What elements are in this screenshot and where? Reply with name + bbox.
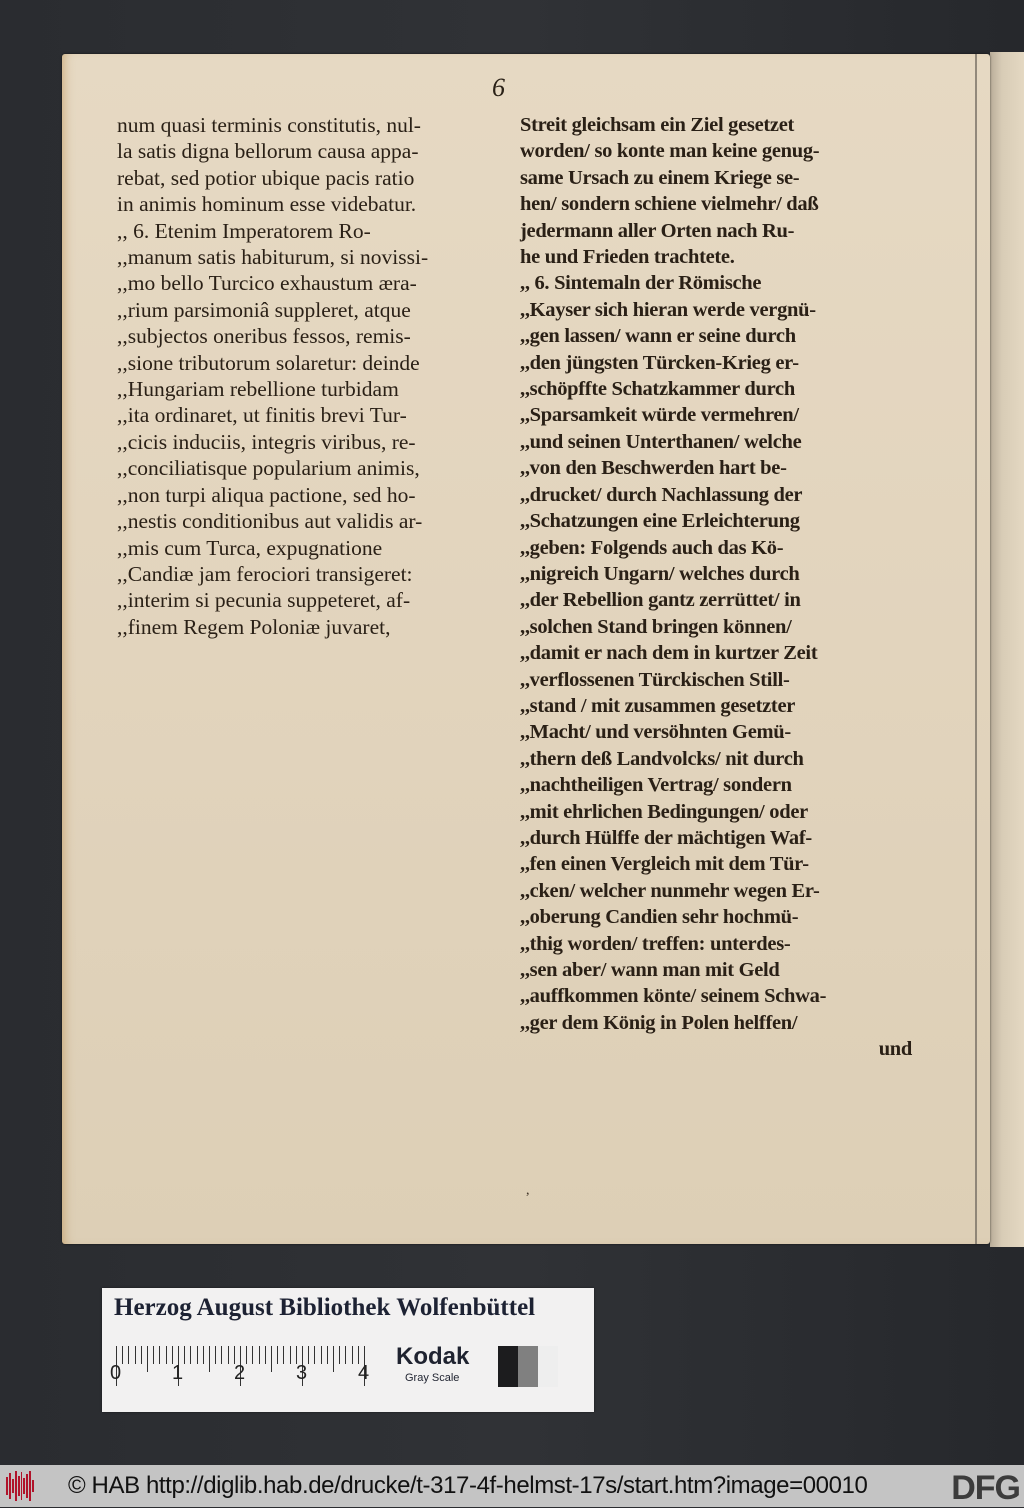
ruler-tick [166,1346,167,1364]
text-line: ,,nachtheiligen Vertrag/ sondern [520,774,792,797]
text-line: ,,Sparsamkeit würde vermehren/ [520,404,799,427]
ruler-tick [339,1346,340,1364]
text-line: ,,mo bello Turcico exhaustum æra- [117,271,417,296]
ruler-tick [327,1346,328,1364]
ruler-tick [209,1346,210,1372]
text-line: ,,oberung Candien sehr hochmü- [520,906,799,929]
ruler-tick [221,1346,222,1364]
ruler-tick [321,1346,322,1364]
text-line: ,, 6. Etenim Imperatorem Ro- [117,218,371,243]
text-line: ,,gen lassen/ wann er seine durch [520,325,796,348]
text-line: ,,Schatzungen eine Erleichterung [520,510,800,533]
ruler-tick [283,1346,284,1364]
ruler-tick [333,1346,334,1372]
latin-text-column [117,112,507,640]
german-text-column [520,112,912,1063]
ruler-number: 2 [234,1362,246,1384]
text-line: ,,mis cum Turca, expugnatione [117,535,383,560]
text-line: ,,finem Regem Poloniæ juvaret, [117,614,391,639]
ruler-tick [153,1346,154,1364]
text-line: ,,sione tributorum solaretur: deinde [117,350,420,375]
text-line: ,,Macht/ und versöhnten Gemü- [520,721,791,744]
ruler-tick [122,1346,123,1364]
text-line: ,,ita ordinaret, ut finitis brevi Tur- [117,403,407,428]
gray-scale-swatches [498,1346,558,1387]
text-line: ,,der Rebellion gantz zerrüttet/ in [520,589,801,612]
ruler-tick [135,1346,136,1364]
text-line: la satis digna bellorum causa appa- [117,139,419,164]
ruler-number: 3 [296,1362,308,1384]
text-line: ,,thern deß Landvolcks/ nit durch [520,747,804,770]
text-line: ,,nigreich Ungarn/ welches durch [520,562,800,585]
text-line: ,,stand / mit zusammen gesetzter [520,694,796,717]
kodak-brand: Kodak [396,1343,470,1370]
gray-swatch [538,1346,558,1387]
ruler-tick [184,1346,185,1364]
dfg-logo: DFG [951,1469,1020,1507]
text-line: ,,cicis induciis, integris viribus, re- [117,429,416,454]
kodak-subtitle: Gray Scale [405,1372,460,1384]
text-line: ,,verflossenen Türckischen Still- [520,668,790,691]
text-line: rebat, sed potior ubique pacis ratio [117,165,415,190]
text-line: ,,sen aber/ wann man mit Geld [520,959,780,981]
ruler-tick [352,1346,353,1364]
color-scale-card [102,1288,594,1412]
ruler-tick [308,1346,309,1364]
text-line: ,,schöpffte Schatzkammer durch [520,378,795,401]
text-line: ,,Hungariam rebellione turbidam [117,377,399,402]
ruler-tick [314,1346,315,1364]
text-line: num quasi terminis constitutis, nul- [117,113,421,137]
text-line: ,,und seinen Unterthanen/ welche [520,430,802,453]
text-line: ,,Kayser sich hieran werde vergnü- [520,298,816,321]
bottom-mark: , [526,1183,530,1198]
ruler-tick [190,1346,191,1364]
ruler-tick [271,1346,272,1372]
text-line: same Ursach zu einem Kriege se- [520,166,800,189]
page-number: 6 [492,73,505,102]
text-line: ,,solchen Stand bringen können/ [520,615,792,638]
text-line: hen/ sondern schiene vielmehr/ daß [520,193,819,216]
text-line: ,,geben: Folgends auch das Kö- [520,536,784,559]
text-line: ,,rium parsimoniâ suppleret, atque [117,297,411,322]
ruler-tick [141,1346,142,1364]
text-line: in animis hominum esse videbatur. [117,192,417,217]
ruler-tick [246,1346,247,1364]
footer-bar [0,1465,1024,1507]
text-line: ,,damit er nach dem in kurtzer Zeit [520,642,818,665]
text-line: ,,fen einen Vergleich mit dem Tür- [520,853,809,876]
text-line: worden/ so konte man keine genug- [520,140,820,163]
text-line: ,,drucket/ durch Nachlassung der [520,483,803,506]
text-line: he und Frieden trachtete. [520,246,735,269]
hab-logo-icon [6,1471,34,1501]
text-line: ,,auffkommen könte/ seinem Schwa- [520,985,827,1008]
gray-swatch [498,1346,518,1387]
library-name: Herzog August Bibliothek Wolfenbüttel [114,1294,536,1321]
text-line: ,,non turpi aliqua pactione, sed ho- [117,482,416,507]
ruler-tick [128,1346,129,1364]
ruler-tick [203,1346,204,1364]
ruler-tick [259,1346,260,1364]
ruler-tick [197,1346,198,1364]
text-line: ,,ger dem König in Polen helffen/ [520,1011,798,1034]
ruler-number: 0 [110,1362,122,1384]
ruler-tick [345,1346,346,1364]
ruler-tick [215,1346,216,1364]
text-line: ,,Candiæ jam ferociori transigeret: [117,561,413,586]
text-line: ,,thig worden/ treffen: unterdes- [520,932,791,955]
text-line: ,,cken/ welcher nunmehr wegen Er- [520,879,820,902]
text-line: ,,manum satis habiturum, si novissi- [117,245,429,270]
gray-swatch [518,1346,538,1387]
ruler-number: 4 [358,1362,370,1384]
text-line: jedermann aller Orten nach Ru- [520,219,795,242]
text-line: ,,durch Hülffe der mächtigen Waf- [520,826,812,849]
page-gutter-line [975,54,977,1244]
text-line: ,,mit ehrlichen Bedingungen/ oder [520,800,808,823]
text-line: ,,subjectos oneribus fessos, remis- [117,324,411,349]
facing-page-edge [990,52,1024,1247]
ruler-tick [147,1346,148,1372]
ruler-tick [252,1346,253,1364]
ruler-tick [265,1346,266,1364]
ruler-tick [159,1346,160,1364]
ruler-number: 1 [172,1362,184,1384]
ruler-tick [290,1346,291,1364]
text-line: ,,conciliatisque popularium animis, [117,456,420,481]
text-line: ,,den jüngsten Türcken-Krieg er- [520,351,799,374]
ruler-tick [228,1346,229,1364]
catchword: und [878,1038,912,1061]
text-line: ,,interim si pecunia suppeteret, af- [117,588,411,613]
ruler-tick [277,1346,278,1364]
text-line: Streit gleichsam ein Ziel gesetzet [520,114,795,136]
copyright-url[interactable]: © HAB http://diglib.hab.de/drucke/t-317-4f-helmst-17s/start.htm?image=00010 [68,1472,868,1499]
text-line: ,,nestis conditionibus aut validis ar- [117,509,423,534]
text-line: ,,von den Beschwerden hart be- [520,457,787,480]
text-line: ,, 6. Sintemaln der Römische [520,272,762,295]
